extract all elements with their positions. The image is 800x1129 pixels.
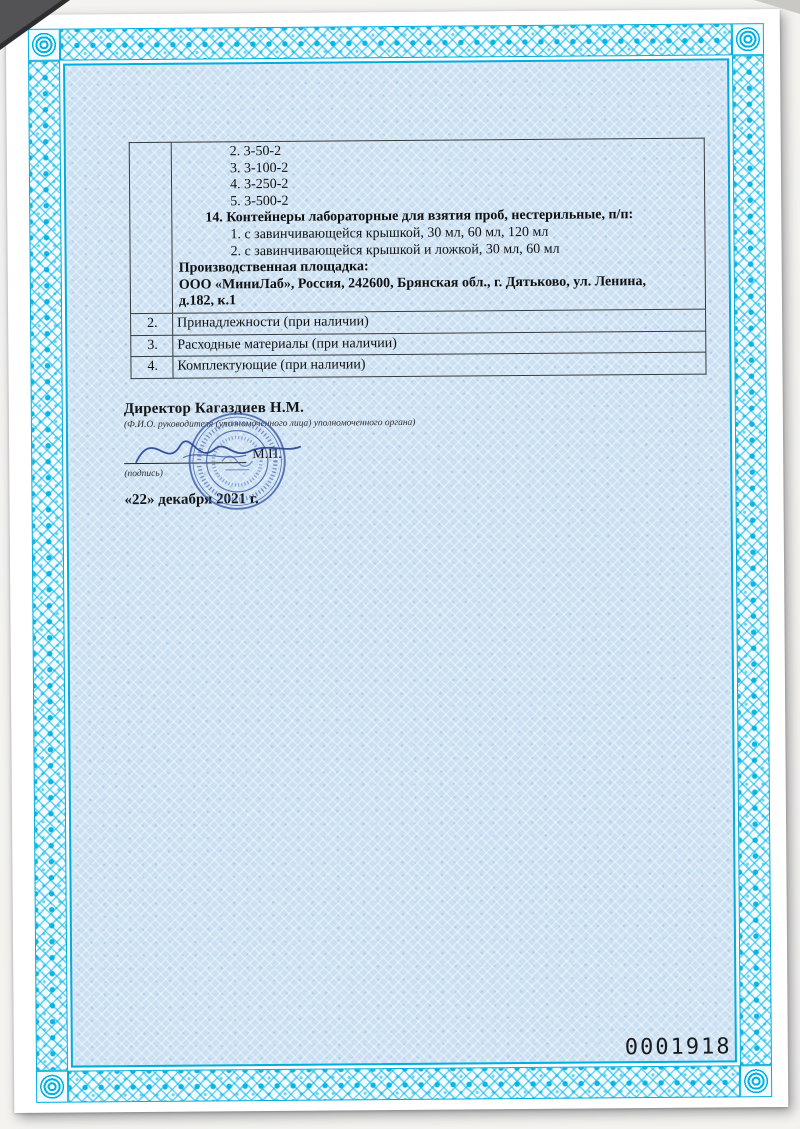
signature-line-row	[124, 443, 282, 466]
row-number-cell	[129, 142, 172, 313]
border-band-right	[732, 55, 772, 1065]
sub-item: 5. 3-500-2	[230, 193, 289, 210]
scan-edge-shadow	[754, 0, 800, 14]
row-number-cell: 2.	[131, 313, 173, 335]
page-content-area	[63, 58, 737, 1067]
row-label-cell: Комплектующие (при наличии)	[173, 352, 706, 378]
page-corner-fold-highlight	[0, 0, 62, 44]
director-note: (Ф.И.О. руководителя (уполномоченного лица) уполномоченного органа)	[123, 417, 416, 431]
item-14-title: 14. Контейнеры лабораторные для взятия проб, нестерильные, п/п:	[205, 207, 634, 226]
sub-item: 2. с завинчивающейся крышкой и ложкой, 30 мл, 60 мл	[230, 241, 560, 259]
row-label-cell: Принадлежности (при наличии)	[173, 309, 706, 335]
row-number-cell: 3.	[131, 335, 173, 357]
production-site-label: Производственная площадка:	[178, 259, 369, 276]
border-band-top	[60, 23, 732, 60]
document-date: «22» декабря 2021 г.	[124, 491, 259, 509]
border-corner-rosette	[740, 1065, 772, 1097]
row-number-cell: 4.	[131, 356, 173, 378]
sub-item: 4. 3-250-2	[229, 177, 289, 193]
table-row-continuation	[129, 138, 705, 313]
production-site-address-line: ООО «МиниЛаб», Россия, 242600, Брянская обл., г. Дятьково, ул. Ленина,	[178, 273, 647, 293]
border-corner-rosette	[36, 1071, 68, 1103]
border-band-left	[28, 61, 68, 1071]
signature-note: (подпись)	[124, 468, 163, 480]
ornamental-border	[28, 23, 772, 1103]
signature-block	[124, 398, 554, 430]
sub-item: 2. 3-50-2	[229, 143, 282, 160]
sub-item: 1. с завинчивающейся крышкой, 30 мл, 60 мл, 120 мл	[230, 224, 549, 243]
serial-number: 0001918	[624, 1034, 732, 1061]
certificate-page	[6, 9, 789, 1113]
stamp-place-label: М.П.	[252, 446, 282, 463]
sub-item: 3. 3-100-2	[229, 160, 289, 176]
row-content-cell	[171, 138, 705, 313]
items-table	[129, 138, 707, 379]
director-name: Директор Кагаздиев Н.М.	[123, 399, 305, 418]
row-label-cell: Расходные материалы (при наличии)	[173, 331, 706, 357]
table-row	[131, 352, 706, 378]
production-site-address-line: д.182, к.1	[178, 293, 237, 310]
signature-line	[124, 443, 246, 464]
border-corner-rosette	[732, 23, 764, 55]
border-band-bottom	[68, 1065, 740, 1102]
